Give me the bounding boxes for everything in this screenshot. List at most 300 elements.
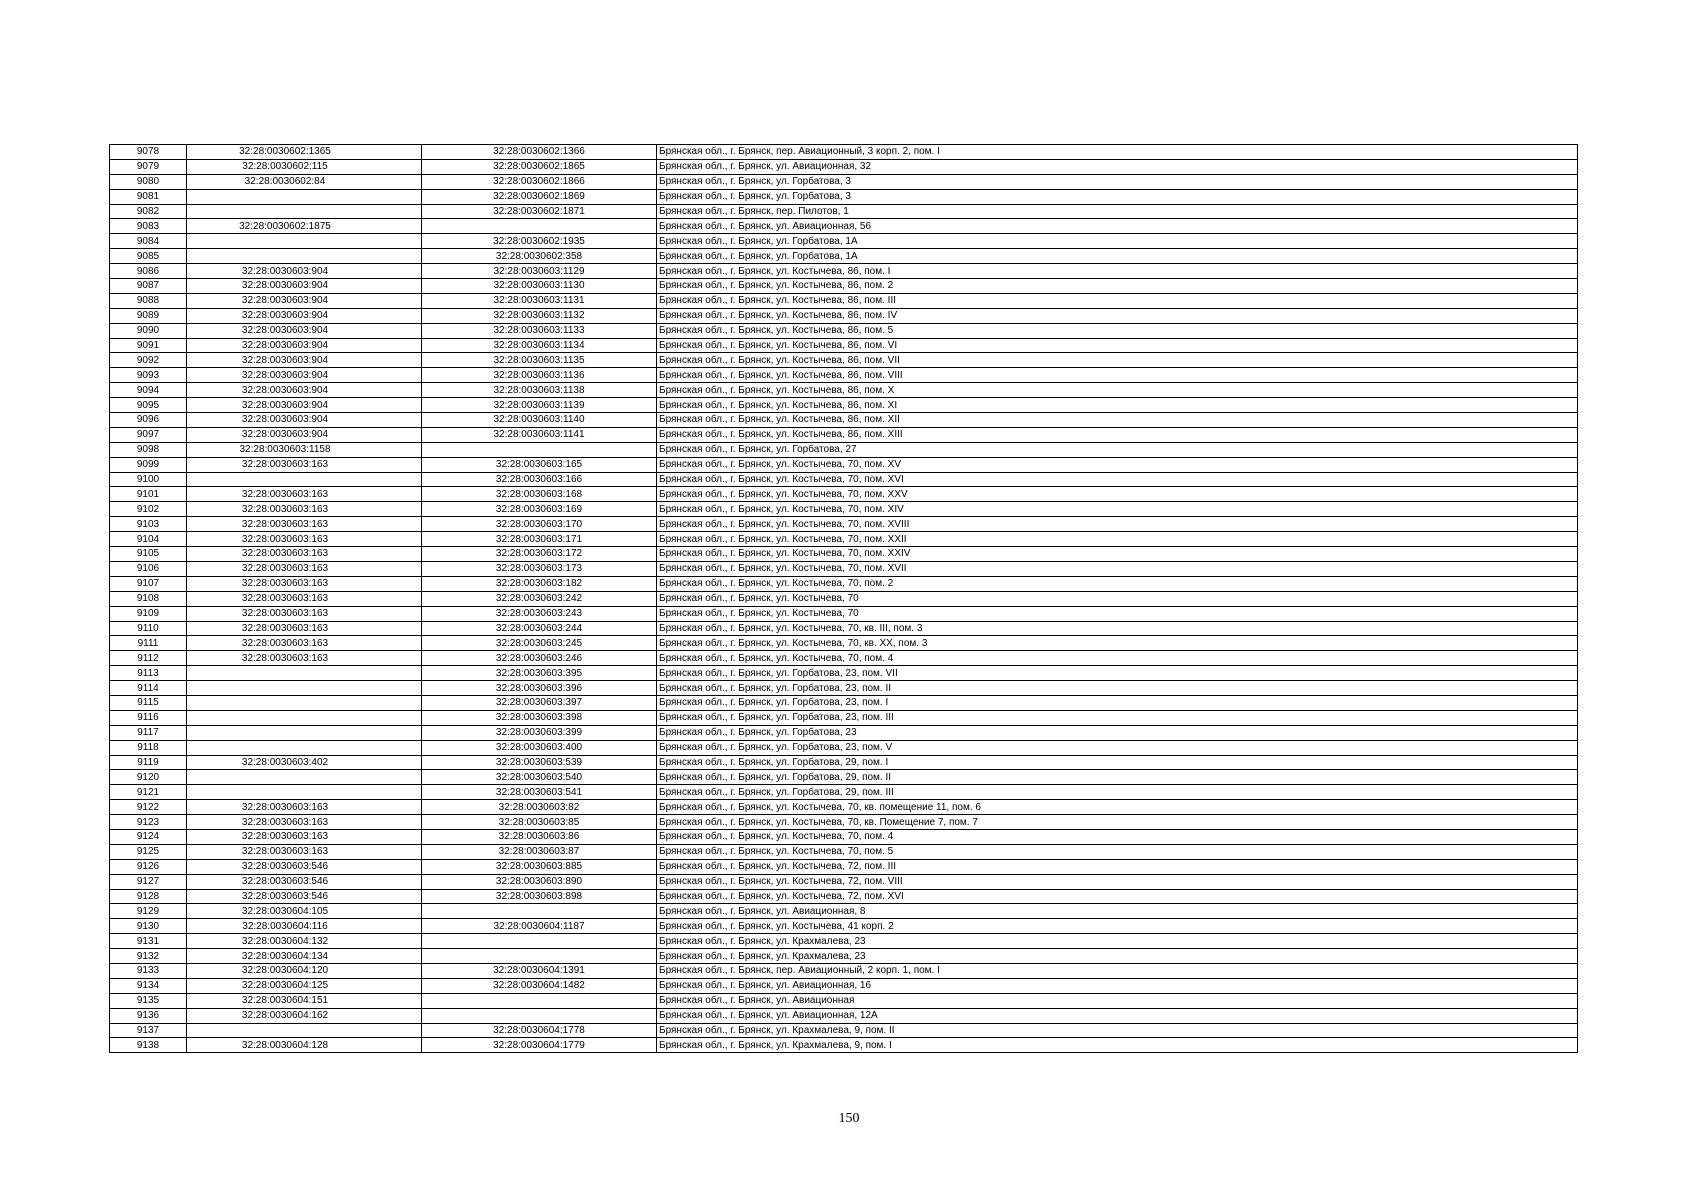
table-row (110, 904, 1578, 919)
object-cadastral-number-cell: 32:28:0030602:1869 (422, 189, 657, 204)
cadastral-number-cell: 32:28:0030603:163 (187, 487, 422, 502)
object-cadastral-number-cell: 32:28:0030603:395 (422, 666, 657, 681)
cadastral-number-cell: 32:28:0030603:904 (187, 368, 422, 383)
row-number-cell: 9103 (110, 517, 187, 532)
registry-table-body (110, 145, 1578, 1053)
table-row (110, 457, 1578, 472)
address-cell: Брянская обл., г. Брянск, ул. Авиационная (657, 993, 1578, 1008)
table-row (110, 293, 1578, 308)
cadastral-number-cell (187, 681, 422, 696)
object-cadastral-number-cell: 32:28:0030604:1482 (422, 978, 657, 993)
cadastral-number-cell (187, 740, 422, 755)
object-cadastral-number-cell: 32:28:0030603:890 (422, 874, 657, 889)
cadastral-number-cell: 32:28:0030603:163 (187, 457, 422, 472)
row-number-cell: 9086 (110, 264, 187, 279)
address-cell: Брянская обл., г. Брянск, ул. Костычева, 70, пом. XXII (657, 532, 1578, 547)
table-row (110, 308, 1578, 323)
table-row (110, 725, 1578, 740)
cadastral-number-cell: 32:28:0030604:132 (187, 934, 422, 949)
row-number-cell: 9118 (110, 740, 187, 755)
cadastral-number-cell: 32:28:0030602:84 (187, 174, 422, 189)
address-cell: Брянская обл., г. Брянск, ул. Костычева, 70, пом. XIV (657, 502, 1578, 517)
address-cell: Брянская обл., г. Брянск, ул. Горбатова, 23, пом. V (657, 740, 1578, 755)
cadastral-number-cell: 32:28:0030603:163 (187, 591, 422, 606)
table-row (110, 413, 1578, 428)
table-row (110, 427, 1578, 442)
row-number-cell: 9130 (110, 919, 187, 934)
address-cell: Брянская обл., г. Брянск, ул. Костычева, 70, пом. XXV (657, 487, 1578, 502)
cadastral-number-cell: 32:28:0030602:1875 (187, 219, 422, 234)
table-row (110, 576, 1578, 591)
cadastral-number-cell: 32:28:0030603:163 (187, 800, 422, 815)
table-row (110, 323, 1578, 338)
object-cadastral-number-cell: 32:28:0030603:1132 (422, 308, 657, 323)
cadastral-number-cell: 32:28:0030603:163 (187, 532, 422, 547)
table-row (110, 949, 1578, 964)
object-cadastral-number-cell (422, 934, 657, 949)
row-number-cell: 9114 (110, 681, 187, 696)
cadastral-number-cell: 32:28:0030603:904 (187, 353, 422, 368)
address-cell: Брянская обл., г. Брянск, ул. Костычева, 72, пом. III (657, 859, 1578, 874)
cadastral-number-cell (187, 725, 422, 740)
address-cell: Брянская обл., г. Брянск, ул. Горбатова, 3 (657, 189, 1578, 204)
table-row (110, 621, 1578, 636)
table-row (110, 993, 1578, 1008)
address-cell: Брянская обл., г. Брянск, ул. Костычева, 72, пом. XVI (657, 889, 1578, 904)
address-cell: Брянская обл., г. Брянск, ул. Костычева, 70 (657, 606, 1578, 621)
table-row (110, 159, 1578, 174)
table-row (110, 279, 1578, 294)
object-cadastral-number-cell: 32:28:0030602:1871 (422, 204, 657, 219)
address-cell: Брянская обл., г. Брянск, ул. Горбатова, 23, пом. II (657, 681, 1578, 696)
row-number-cell: 9135 (110, 993, 187, 1008)
table-row (110, 249, 1578, 264)
table-row (110, 219, 1578, 234)
address-cell: Брянская обл., г. Брянск, ул. Костычева, 70, пом. XV (657, 457, 1578, 472)
table-row (110, 502, 1578, 517)
row-number-cell: 9089 (110, 308, 187, 323)
row-number-cell: 9133 (110, 963, 187, 978)
address-cell: Брянская обл., г. Брянск, ул. Костычева, 86, пом. III (657, 293, 1578, 308)
row-number-cell: 9113 (110, 666, 187, 681)
table-row (110, 829, 1578, 844)
object-cadastral-number-cell: 32:28:0030603:1133 (422, 323, 657, 338)
object-cadastral-number-cell: 32:28:0030603:1134 (422, 338, 657, 353)
cadastral-number-cell: 32:28:0030603:904 (187, 383, 422, 398)
table-row (110, 978, 1578, 993)
row-number-cell: 9121 (110, 785, 187, 800)
address-cell: Брянская обл., г. Брянск, ул. Костычева, 86, пом. XI (657, 398, 1578, 413)
address-cell: Брянская обл., г. Брянск, ул. Горбатова, 23, пом. I (657, 695, 1578, 710)
row-number-cell: 9090 (110, 323, 187, 338)
table-row (110, 859, 1578, 874)
object-cadastral-number-cell: 32:28:0030603:173 (422, 561, 657, 576)
cadastral-number-cell: 32:28:0030603:546 (187, 874, 422, 889)
cadastral-number-cell: 32:28:0030603:904 (187, 293, 422, 308)
row-number-cell: 9137 (110, 1023, 187, 1038)
cadastral-number-cell: 32:28:0030604:125 (187, 978, 422, 993)
address-cell: Брянская обл., г. Брянск, ул. Авиационная, 8 (657, 904, 1578, 919)
object-cadastral-number-cell: 32:28:0030603:1130 (422, 279, 657, 294)
address-cell: Брянская обл., г. Брянск, пер. Авиационный, 3 корп. 2, пом. I (657, 145, 1578, 160)
object-cadastral-number-cell (422, 993, 657, 1008)
table-row (110, 770, 1578, 785)
object-cadastral-number-cell: 32:28:0030603:397 (422, 695, 657, 710)
row-number-cell: 9101 (110, 487, 187, 502)
object-cadastral-number-cell: 32:28:0030603:539 (422, 755, 657, 770)
row-number-cell: 9108 (110, 591, 187, 606)
table-row (110, 487, 1578, 502)
cadastral-number-cell: 32:28:0030604:120 (187, 963, 422, 978)
address-cell: Брянская обл., г. Брянск, ул. Авиационная, 12А (657, 1008, 1578, 1023)
cadastral-number-cell (187, 666, 422, 681)
row-number-cell: 9106 (110, 561, 187, 576)
object-cadastral-number-cell: 32:28:0030603:182 (422, 576, 657, 591)
address-cell: Брянская обл., г. Брянск, ул. Костычева, 70, кв. Помещение 7, пом. 7 (657, 815, 1578, 830)
object-cadastral-number-cell: 32:28:0030603:86 (422, 829, 657, 844)
address-cell: Брянская обл., г. Брянск, ул. Костычева, 86, пом. X (657, 383, 1578, 398)
address-cell: Брянская обл., г. Брянск, ул. Авиационная, 16 (657, 978, 1578, 993)
object-cadastral-number-cell (422, 219, 657, 234)
address-cell: Брянская обл., г. Брянск, ул. Костычева, 86, пом. 5 (657, 323, 1578, 338)
object-cadastral-number-cell: 32:28:0030603:171 (422, 532, 657, 547)
row-number-cell: 9136 (110, 1008, 187, 1023)
cadastral-number-cell: 32:28:0030604:134 (187, 949, 422, 964)
table-row (110, 442, 1578, 457)
row-number-cell: 9120 (110, 770, 187, 785)
object-cadastral-number-cell (422, 904, 657, 919)
table-row (110, 963, 1578, 978)
row-number-cell: 9081 (110, 189, 187, 204)
table-row (110, 368, 1578, 383)
object-cadastral-number-cell: 32:28:0030603:400 (422, 740, 657, 755)
row-number-cell: 9099 (110, 457, 187, 472)
cadastral-number-cell: 32:28:0030603:904 (187, 279, 422, 294)
row-number-cell: 9122 (110, 800, 187, 815)
table-row (110, 264, 1578, 279)
table-row (110, 606, 1578, 621)
row-number-cell: 9100 (110, 472, 187, 487)
row-number-cell: 9078 (110, 145, 187, 160)
cadastral-number-cell (187, 204, 422, 219)
table-row (110, 472, 1578, 487)
cadastral-number-cell: 32:28:0030603:163 (187, 561, 422, 576)
row-number-cell: 9107 (110, 576, 187, 591)
object-cadastral-number-cell: 32:28:0030603:169 (422, 502, 657, 517)
address-cell: Брянская обл., г. Брянск, ул. Костычева, 86, пом. VIII (657, 368, 1578, 383)
cadastral-number-cell: 32:28:0030604:128 (187, 1038, 422, 1053)
row-number-cell: 9123 (110, 815, 187, 830)
cadastral-number-cell: 32:28:0030603:163 (187, 502, 422, 517)
cadastral-number-cell: 32:28:0030603:1158 (187, 442, 422, 457)
table-row (110, 338, 1578, 353)
table-row (110, 561, 1578, 576)
address-cell: Брянская обл., г. Брянск, ул. Крахмалева, 23 (657, 949, 1578, 964)
object-cadastral-number-cell: 32:28:0030602:358 (422, 249, 657, 264)
object-cadastral-number-cell: 32:28:0030603:399 (422, 725, 657, 740)
table-row (110, 398, 1578, 413)
table-row (110, 204, 1578, 219)
address-cell: Брянская обл., г. Брянск, ул. Горбатова, 1А (657, 249, 1578, 264)
row-number-cell: 9116 (110, 710, 187, 725)
row-number-cell: 9138 (110, 1038, 187, 1053)
row-number-cell: 9088 (110, 293, 187, 308)
table-row (110, 695, 1578, 710)
object-cadastral-number-cell: 32:28:0030602:1866 (422, 174, 657, 189)
object-cadastral-number-cell: 32:28:0030603:1131 (422, 293, 657, 308)
row-number-cell: 9125 (110, 844, 187, 859)
object-cadastral-number-cell: 32:28:0030603:245 (422, 636, 657, 651)
object-cadastral-number-cell: 32:28:0030604:1779 (422, 1038, 657, 1053)
object-cadastral-number-cell: 32:28:0030603:243 (422, 606, 657, 621)
address-cell: Брянская обл., г. Брянск, ул. Костычева, 70, пом. 4 (657, 651, 1578, 666)
row-number-cell: 9129 (110, 904, 187, 919)
object-cadastral-number-cell: 32:28:0030603:82 (422, 800, 657, 815)
registry-table (109, 144, 1578, 1053)
address-cell: Брянская обл., г. Брянск, ул. Костычева, 70, кв. III, пом. 3 (657, 621, 1578, 636)
address-cell: Брянская обл., г. Брянск, ул. Горбатова, 29, пом. II (657, 770, 1578, 785)
address-cell: Брянская обл., г. Брянск, ул. Крахмалева, 23 (657, 934, 1578, 949)
object-cadastral-number-cell: 32:28:0030604:1187 (422, 919, 657, 934)
table-row (110, 651, 1578, 666)
object-cadastral-number-cell: 32:28:0030602:1935 (422, 234, 657, 249)
cadastral-number-cell (187, 785, 422, 800)
table-row (110, 636, 1578, 651)
object-cadastral-number-cell: 32:28:0030603:166 (422, 472, 657, 487)
object-cadastral-number-cell: 32:28:0030603:396 (422, 681, 657, 696)
row-number-cell: 9079 (110, 159, 187, 174)
row-number-cell: 9104 (110, 532, 187, 547)
address-cell: Брянская обл., г. Брянск, ул. Костычева, 70, кв. помещение 11, пом. 6 (657, 800, 1578, 815)
cadastral-number-cell (187, 189, 422, 204)
row-number-cell: 9111 (110, 636, 187, 651)
cadastral-number-cell (187, 234, 422, 249)
address-cell: Брянская обл., г. Брянск, ул. Костычева, 70, кв. XX, пом. 3 (657, 636, 1578, 651)
object-cadastral-number-cell: 32:28:0030603:1141 (422, 427, 657, 442)
cadastral-number-cell: 32:28:0030603:163 (187, 576, 422, 591)
row-number-cell: 9082 (110, 204, 187, 219)
cadastral-number-cell: 32:28:0030603:904 (187, 427, 422, 442)
table-row (110, 1038, 1578, 1053)
cadastral-number-cell: 32:28:0030602:115 (187, 159, 422, 174)
object-cadastral-number-cell: 32:28:0030604:1391 (422, 963, 657, 978)
page-number: 150 (838, 1111, 860, 1126)
address-cell: Брянская обл., г. Брянск, пер. Пилотов, 1 (657, 204, 1578, 219)
row-number-cell: 9127 (110, 874, 187, 889)
table-row (110, 785, 1578, 800)
object-cadastral-number-cell: 32:28:0030603:242 (422, 591, 657, 606)
address-cell: Брянская обл., г. Брянск, ул. Костычева, 86, пом. VII (657, 353, 1578, 368)
row-number-cell: 9109 (110, 606, 187, 621)
cadastral-number-cell: 32:28:0030604:116 (187, 919, 422, 934)
address-cell: Брянская обл., г. Брянск, ул. Костычева, 70, пом. 2 (657, 576, 1578, 591)
address-cell: Брянская обл., г. Брянск, ул. Костычева, 86, пом. XII (657, 413, 1578, 428)
address-cell: Брянская обл., г. Брянск, ул. Костычева, 86, пом. VI (657, 338, 1578, 353)
object-cadastral-number-cell: 32:28:0030603:540 (422, 770, 657, 785)
object-cadastral-number-cell (422, 1008, 657, 1023)
address-cell: Брянская обл., г. Брянск, ул. Костычева, 70, пом. XVI (657, 472, 1578, 487)
row-number-cell: 9132 (110, 949, 187, 964)
object-cadastral-number-cell: 32:28:0030603:398 (422, 710, 657, 725)
table-row (110, 532, 1578, 547)
address-cell: Брянская обл., г. Брянск, ул. Горбатова, 23 (657, 725, 1578, 740)
address-cell: Брянская обл., г. Брянск, ул. Горбатова, 23, пом. III (657, 710, 1578, 725)
cadastral-number-cell: 32:28:0030603:546 (187, 859, 422, 874)
table-row (110, 710, 1578, 725)
row-number-cell: 9126 (110, 859, 187, 874)
cadastral-number-cell: 32:28:0030603:904 (187, 338, 422, 353)
address-cell: Брянская обл., г. Брянск, ул. Костычева, 70, пом. 5 (657, 844, 1578, 859)
table-row (110, 919, 1578, 934)
row-number-cell: 9124 (110, 829, 187, 844)
row-number-cell: 9112 (110, 651, 187, 666)
address-cell: Брянская обл., г. Брянск, ул. Костычева, 86, пом. IV (657, 308, 1578, 323)
table-row (110, 740, 1578, 755)
object-cadastral-number-cell: 32:28:0030603:172 (422, 547, 657, 562)
cadastral-number-cell: 32:28:0030603:163 (187, 844, 422, 859)
cadastral-number-cell (187, 710, 422, 725)
cadastral-number-cell: 32:28:0030604:105 (187, 904, 422, 919)
row-number-cell: 9115 (110, 695, 187, 710)
address-cell: Брянская обл., г. Брянск, ул. Горбатова, 23, пом. VII (657, 666, 1578, 681)
cadastral-number-cell: 32:28:0030603:546 (187, 889, 422, 904)
object-cadastral-number-cell: 32:28:0030603:1135 (422, 353, 657, 368)
row-number-cell: 9131 (110, 934, 187, 949)
row-number-cell: 9085 (110, 249, 187, 264)
row-number-cell: 9094 (110, 383, 187, 398)
table-row (110, 234, 1578, 249)
row-number-cell: 9110 (110, 621, 187, 636)
row-number-cell: 9092 (110, 353, 187, 368)
address-cell: Брянская обл., г. Брянск, ул. Костычева, 86, пом. XIII (657, 427, 1578, 442)
address-cell: Брянская обл., г. Брянск, ул. Горбатова, 3 (657, 174, 1578, 189)
table-row (110, 591, 1578, 606)
address-cell: Брянская обл., г. Брянск, ул. Горбатова, 1А (657, 234, 1578, 249)
object-cadastral-number-cell: 32:28:0030604:1778 (422, 1023, 657, 1038)
object-cadastral-number-cell: 32:28:0030603:1139 (422, 398, 657, 413)
cadastral-number-cell: 32:28:0030603:163 (187, 636, 422, 651)
table-row (110, 189, 1578, 204)
object-cadastral-number-cell: 32:28:0030603:541 (422, 785, 657, 800)
table-row (110, 681, 1578, 696)
table-row (110, 800, 1578, 815)
cadastral-number-cell: 32:28:0030603:904 (187, 264, 422, 279)
object-cadastral-number-cell: 32:28:0030603:885 (422, 859, 657, 874)
row-number-cell: 9087 (110, 279, 187, 294)
table-row (110, 517, 1578, 532)
object-cadastral-number-cell: 32:28:0030603:1129 (422, 264, 657, 279)
row-number-cell: 9080 (110, 174, 187, 189)
object-cadastral-number-cell: 32:28:0030603:898 (422, 889, 657, 904)
address-cell: Брянская обл., г. Брянск, ул. Костычева, 70, пом. XXIV (657, 547, 1578, 562)
row-number-cell: 9093 (110, 368, 187, 383)
object-cadastral-number-cell: 32:28:0030603:1138 (422, 383, 657, 398)
table-row (110, 353, 1578, 368)
row-number-cell: 9134 (110, 978, 187, 993)
object-cadastral-number-cell: 32:28:0030603:1140 (422, 413, 657, 428)
object-cadastral-number-cell: 32:28:0030603:165 (422, 457, 657, 472)
row-number-cell: 9119 (110, 755, 187, 770)
table-row (110, 755, 1578, 770)
row-number-cell: 9097 (110, 427, 187, 442)
table-row (110, 874, 1578, 889)
table-row (110, 889, 1578, 904)
cadastral-number-cell (187, 695, 422, 710)
row-number-cell: 9084 (110, 234, 187, 249)
table-row (110, 547, 1578, 562)
address-cell: Брянская обл., г. Брянск, ул. Авиационная, 32 (657, 159, 1578, 174)
cadastral-number-cell: 32:28:0030603:163 (187, 606, 422, 621)
row-number-cell: 9095 (110, 398, 187, 413)
cadastral-number-cell: 32:28:0030603:904 (187, 413, 422, 428)
address-cell: Брянская обл., г. Брянск, ул. Горбатова, 29, пом. III (657, 785, 1578, 800)
cadastral-number-cell: 32:28:0030603:163 (187, 517, 422, 532)
object-cadastral-number-cell: 32:28:0030603:1136 (422, 368, 657, 383)
object-cadastral-number-cell: 32:28:0030603:170 (422, 517, 657, 532)
row-number-cell: 9105 (110, 547, 187, 562)
cadastral-number-cell: 32:28:0030603:904 (187, 323, 422, 338)
cadastral-number-cell: 32:28:0030603:163 (187, 621, 422, 636)
row-number-cell: 9128 (110, 889, 187, 904)
table-row (110, 1008, 1578, 1023)
cadastral-number-cell: 32:28:0030603:163 (187, 547, 422, 562)
object-cadastral-number-cell: 32:28:0030602:1366 (422, 145, 657, 160)
row-number-cell: 9091 (110, 338, 187, 353)
table-row (110, 934, 1578, 949)
cadastral-number-cell: 32:28:0030603:163 (187, 651, 422, 666)
cadastral-number-cell (187, 472, 422, 487)
cadastral-number-cell: 32:28:0030603:163 (187, 829, 422, 844)
row-number-cell: 9098 (110, 442, 187, 457)
cadastral-number-cell (187, 770, 422, 785)
address-cell: Брянская обл., г. Брянск, ул. Горбатова, 27 (657, 442, 1578, 457)
address-cell: Брянская обл., г. Брянск, ул. Крахмалева, 9, пом. I (657, 1038, 1578, 1053)
address-cell: Брянская обл., г. Брянск, ул. Авиационная, 56 (657, 219, 1578, 234)
table-row (110, 815, 1578, 830)
object-cadastral-number-cell: 32:28:0030602:1865 (422, 159, 657, 174)
object-cadastral-number-cell: 32:28:0030603:87 (422, 844, 657, 859)
address-cell: Брянская обл., г. Брянск, ул. Костычева, 70, пом. XVIII (657, 517, 1578, 532)
object-cadastral-number-cell: 32:28:0030603:244 (422, 621, 657, 636)
address-cell: Брянская обл., г. Брянск, ул. Горбатова, 29, пом. I (657, 755, 1578, 770)
address-cell: Брянская обл., г. Брянск, пер. Авиационный, 2 корп. 1, пом. I (657, 963, 1578, 978)
table-row (110, 666, 1578, 681)
table-row (110, 844, 1578, 859)
address-cell: Брянская обл., г. Брянск, ул. Костычева, 72, пом. VIII (657, 874, 1578, 889)
object-cadastral-number-cell (422, 442, 657, 457)
cadastral-number-cell: 32:28:0030604:151 (187, 993, 422, 1008)
address-cell: Брянская обл., г. Брянск, ул. Костычева, 41 корп. 2 (657, 919, 1578, 934)
address-cell: Брянская обл., г. Брянск, ул. Костычева, 86, пом. I (657, 264, 1578, 279)
cadastral-number-cell: 32:28:0030602:1365 (187, 145, 422, 160)
object-cadastral-number-cell: 32:28:0030603:168 (422, 487, 657, 502)
cadastral-number-cell: 32:28:0030603:163 (187, 815, 422, 830)
table-row (110, 383, 1578, 398)
object-cadastral-number-cell: 32:28:0030603:246 (422, 651, 657, 666)
cadastral-number-cell: 32:28:0030603:402 (187, 755, 422, 770)
cadastral-number-cell: 32:28:0030603:904 (187, 398, 422, 413)
address-cell: Брянская обл., г. Брянск, ул. Костычева, 70, пом. 4 (657, 829, 1578, 844)
row-number-cell: 9083 (110, 219, 187, 234)
address-cell: Брянская обл., г. Брянск, ул. Крахмалева, 9, пом. II (657, 1023, 1578, 1038)
cadastral-number-cell (187, 249, 422, 264)
cadastral-number-cell (187, 1023, 422, 1038)
address-cell: Брянская обл., г. Брянск, ул. Костычева, 86, пом. 2 (657, 279, 1578, 294)
cadastral-number-cell: 32:28:0030603:904 (187, 308, 422, 323)
row-number-cell: 9096 (110, 413, 187, 428)
row-number-cell: 9102 (110, 502, 187, 517)
address-cell: Брянская обл., г. Брянск, ул. Костычева, 70, пом. XVII (657, 561, 1578, 576)
